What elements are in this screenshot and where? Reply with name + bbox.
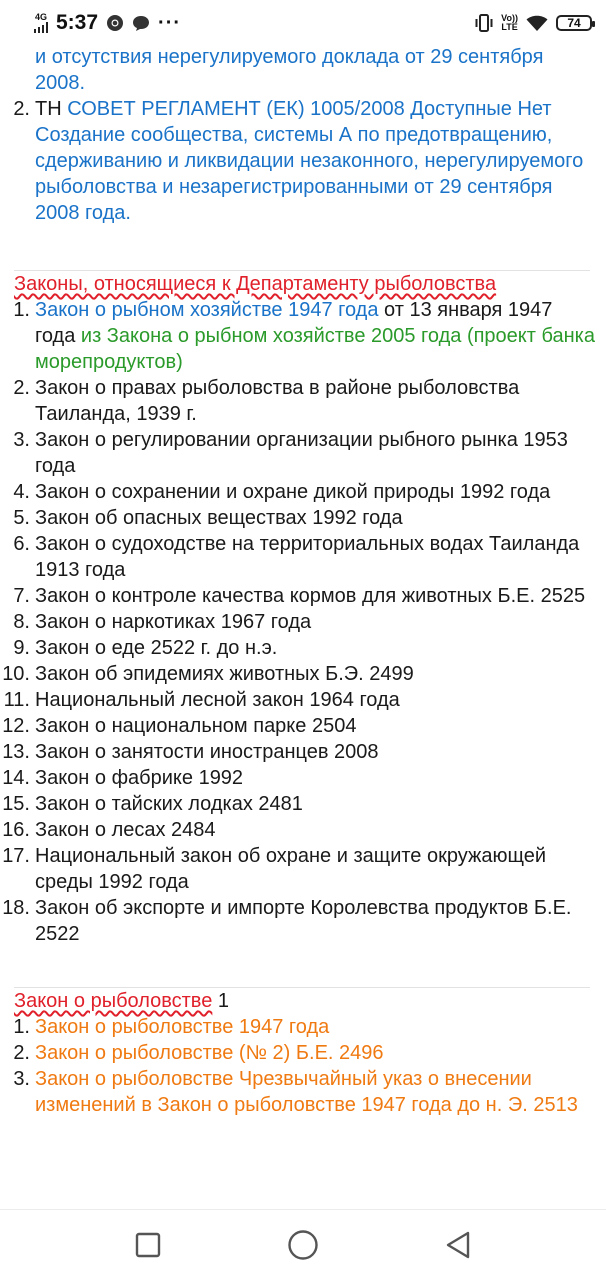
list-item-number: 11. [3,689,30,711]
status-left [34,11,475,35]
more-notifications-indicator: ··· [158,11,182,34]
list-item-text: Закон об эпидемиях животных Б.Э. 2499 [35,663,414,685]
recents-button[interactable] [128,1225,168,1265]
chrome-icon [106,14,124,32]
list-item [0,427,606,479]
list-item-number: 7. [13,585,30,607]
list-item [0,583,606,609]
list-item-number: 2. [13,1042,30,1064]
list-item-number: 12. [2,715,30,737]
fisheries-act-link[interactable]: Закон о рыболовстве (№ 2) Б.Е. 2496 [35,1042,384,1064]
clock: 5:37 [56,11,99,34]
list-item-text: Национальный закон об охране и защите окружающей среды 1992 года [35,845,547,893]
list-item-text: Закон о наркотиках 1967 года [35,611,312,633]
list-item-number: 3. [13,429,30,451]
list-item [0,297,606,375]
spacer [0,226,606,270]
list-item-text: Закон о тайских лодках 2481 [35,793,303,815]
list-item-text: Закон о судоходстве на территориальных водах Таиланда 1913 года [35,533,580,581]
list-item [0,661,606,687]
list-item-text: Закон о еде 2522 г. до н.э. [35,637,278,659]
list-item-number: 1. [13,1016,30,1038]
triangle-back-icon [444,1230,472,1260]
back-button[interactable] [438,1225,478,1265]
list-item [0,609,606,635]
fisheries-act-2005-link[interactable]: из Закона о рыбном хозяйстве 2005 года (проект банка морепродуктов) [35,325,595,373]
signal-bars-icon [34,22,48,33]
fisheries-act-link[interactable]: Закон о рыболовстве 1947 года [35,1016,330,1038]
list-item [0,791,606,817]
list-item-text: Закон о лесах 2484 [35,819,216,841]
list-item [0,479,606,505]
list-item-number: 2. [13,98,30,120]
system-navigation-bar [0,1209,606,1280]
list-item [0,531,606,583]
status-right [475,13,592,33]
spacer [0,947,606,987]
section-heading-text: Закон о рыболовстве [14,990,213,1012]
previous-item-continuation[interactable]: и отсутствия нерегулируемого доклада от 29 сентября 2008. [35,46,544,94]
circle-icon [287,1229,319,1261]
page-content [0,44,606,1210]
list-item [0,817,606,843]
battery-level: 74 [567,16,581,30]
list-item [0,505,606,531]
list-item-text: от 13 января 1947 года [35,299,553,347]
list-item-text: Закон о фабрике 1992 [35,767,244,789]
section-heading-suffix: 1 [212,990,230,1012]
fisheries-act-1947-link[interactable]: Закон о рыбном хозяйстве 1947 года [35,299,379,321]
wifi-icon [526,14,548,32]
list-item-text: Закон о контроле качества кормов для животных Б.Е. 2525 [35,585,586,607]
list-item-text: Закон об опасных веществах 1992 года [35,507,403,529]
volte-indicator [501,14,518,32]
list-item [0,375,606,427]
list-item [0,895,606,947]
list-item-number: 1. [13,299,30,321]
vibrate-icon [475,13,493,33]
fisheries-act-link[interactable]: Закон о рыболовстве Чрезвычайный указ о внесении изменений в Закон о рыболовстве 1947 года до н. Э. 2513 [35,1068,578,1116]
list-item [0,635,606,661]
list-item-number: 15. [2,793,30,815]
list-item-text: Национальный лесной закон 1964 года [35,689,400,711]
list-item-number: 3. [13,1068,30,1090]
list-item-number: 9. [13,637,30,659]
list-item-text: Закон о сохранении и охране дикой природы 1992 года [35,481,551,503]
section-heading-fisheries-department [0,271,606,297]
network-type-label: 4G [34,12,47,22]
list-item [0,739,606,765]
list-item-prefix: ТН [35,98,68,120]
list-item-number: 5. [13,507,30,529]
fisheries-laws-list [0,297,606,947]
list-item-number: 18. [2,897,30,919]
list-item [0,713,606,739]
list-item-text: Закон о национальном парке 2504 [35,715,357,737]
list-item [0,1014,606,1040]
section-heading-fisheries-act [0,988,606,1014]
volte-bottom-label: LTE [501,22,518,32]
list-item [0,1066,606,1118]
battery-icon [556,15,592,31]
square-icon [135,1232,161,1258]
list-item-number: 14. [2,767,30,789]
message-bubble-icon [132,14,150,32]
list-item-number: 10. [2,663,30,685]
home-button[interactable] [283,1225,323,1265]
list-item-text: Закон о занятости иностранцев 2008 [35,741,379,763]
list-item [0,765,606,791]
list-item [0,96,606,226]
list-item-text: Закон об экспорте и импорте Королевства продуктов Б.Е. 2522 [35,897,572,945]
list-item-number: 8. [13,611,30,633]
volte-top-label: Vo)) [501,13,518,23]
list-item-number: 13. [2,741,30,763]
network-indicator [34,13,48,33]
list-item [0,687,606,713]
list-item [0,1040,606,1066]
list-item-number: 6. [13,533,30,555]
status-bar [0,0,606,46]
section-heading-text: Законы, относящиеся к Департаменту рыболовства [14,273,497,295]
list-item-text: Закон о регулировании организации рыбного рынка 1953 года [35,429,568,477]
regulation-list [0,96,606,226]
regulation-link[interactable]: СОВЕТ РЕГЛАМЕНТ (ЕК) 1005/2008 Доступные Нет Создание сообщества, системы А по предотвращению, сдерживанию и ликвидации незаконного, нерегулируемого рыболовства и незарегистрированными от 29 сентября 2008 года. [35,98,584,224]
list-item [0,843,606,895]
fisheries-act-list [0,1014,606,1118]
list-item-number: 2. [13,377,30,399]
list-item-number: 4. [13,481,30,503]
list-item-number: 17. [2,845,30,867]
list-item-text: Закон о правах рыболовства в районе рыболовства Таиланда, 1939 г. [35,377,520,425]
list-item-number: 16. [2,819,30,841]
